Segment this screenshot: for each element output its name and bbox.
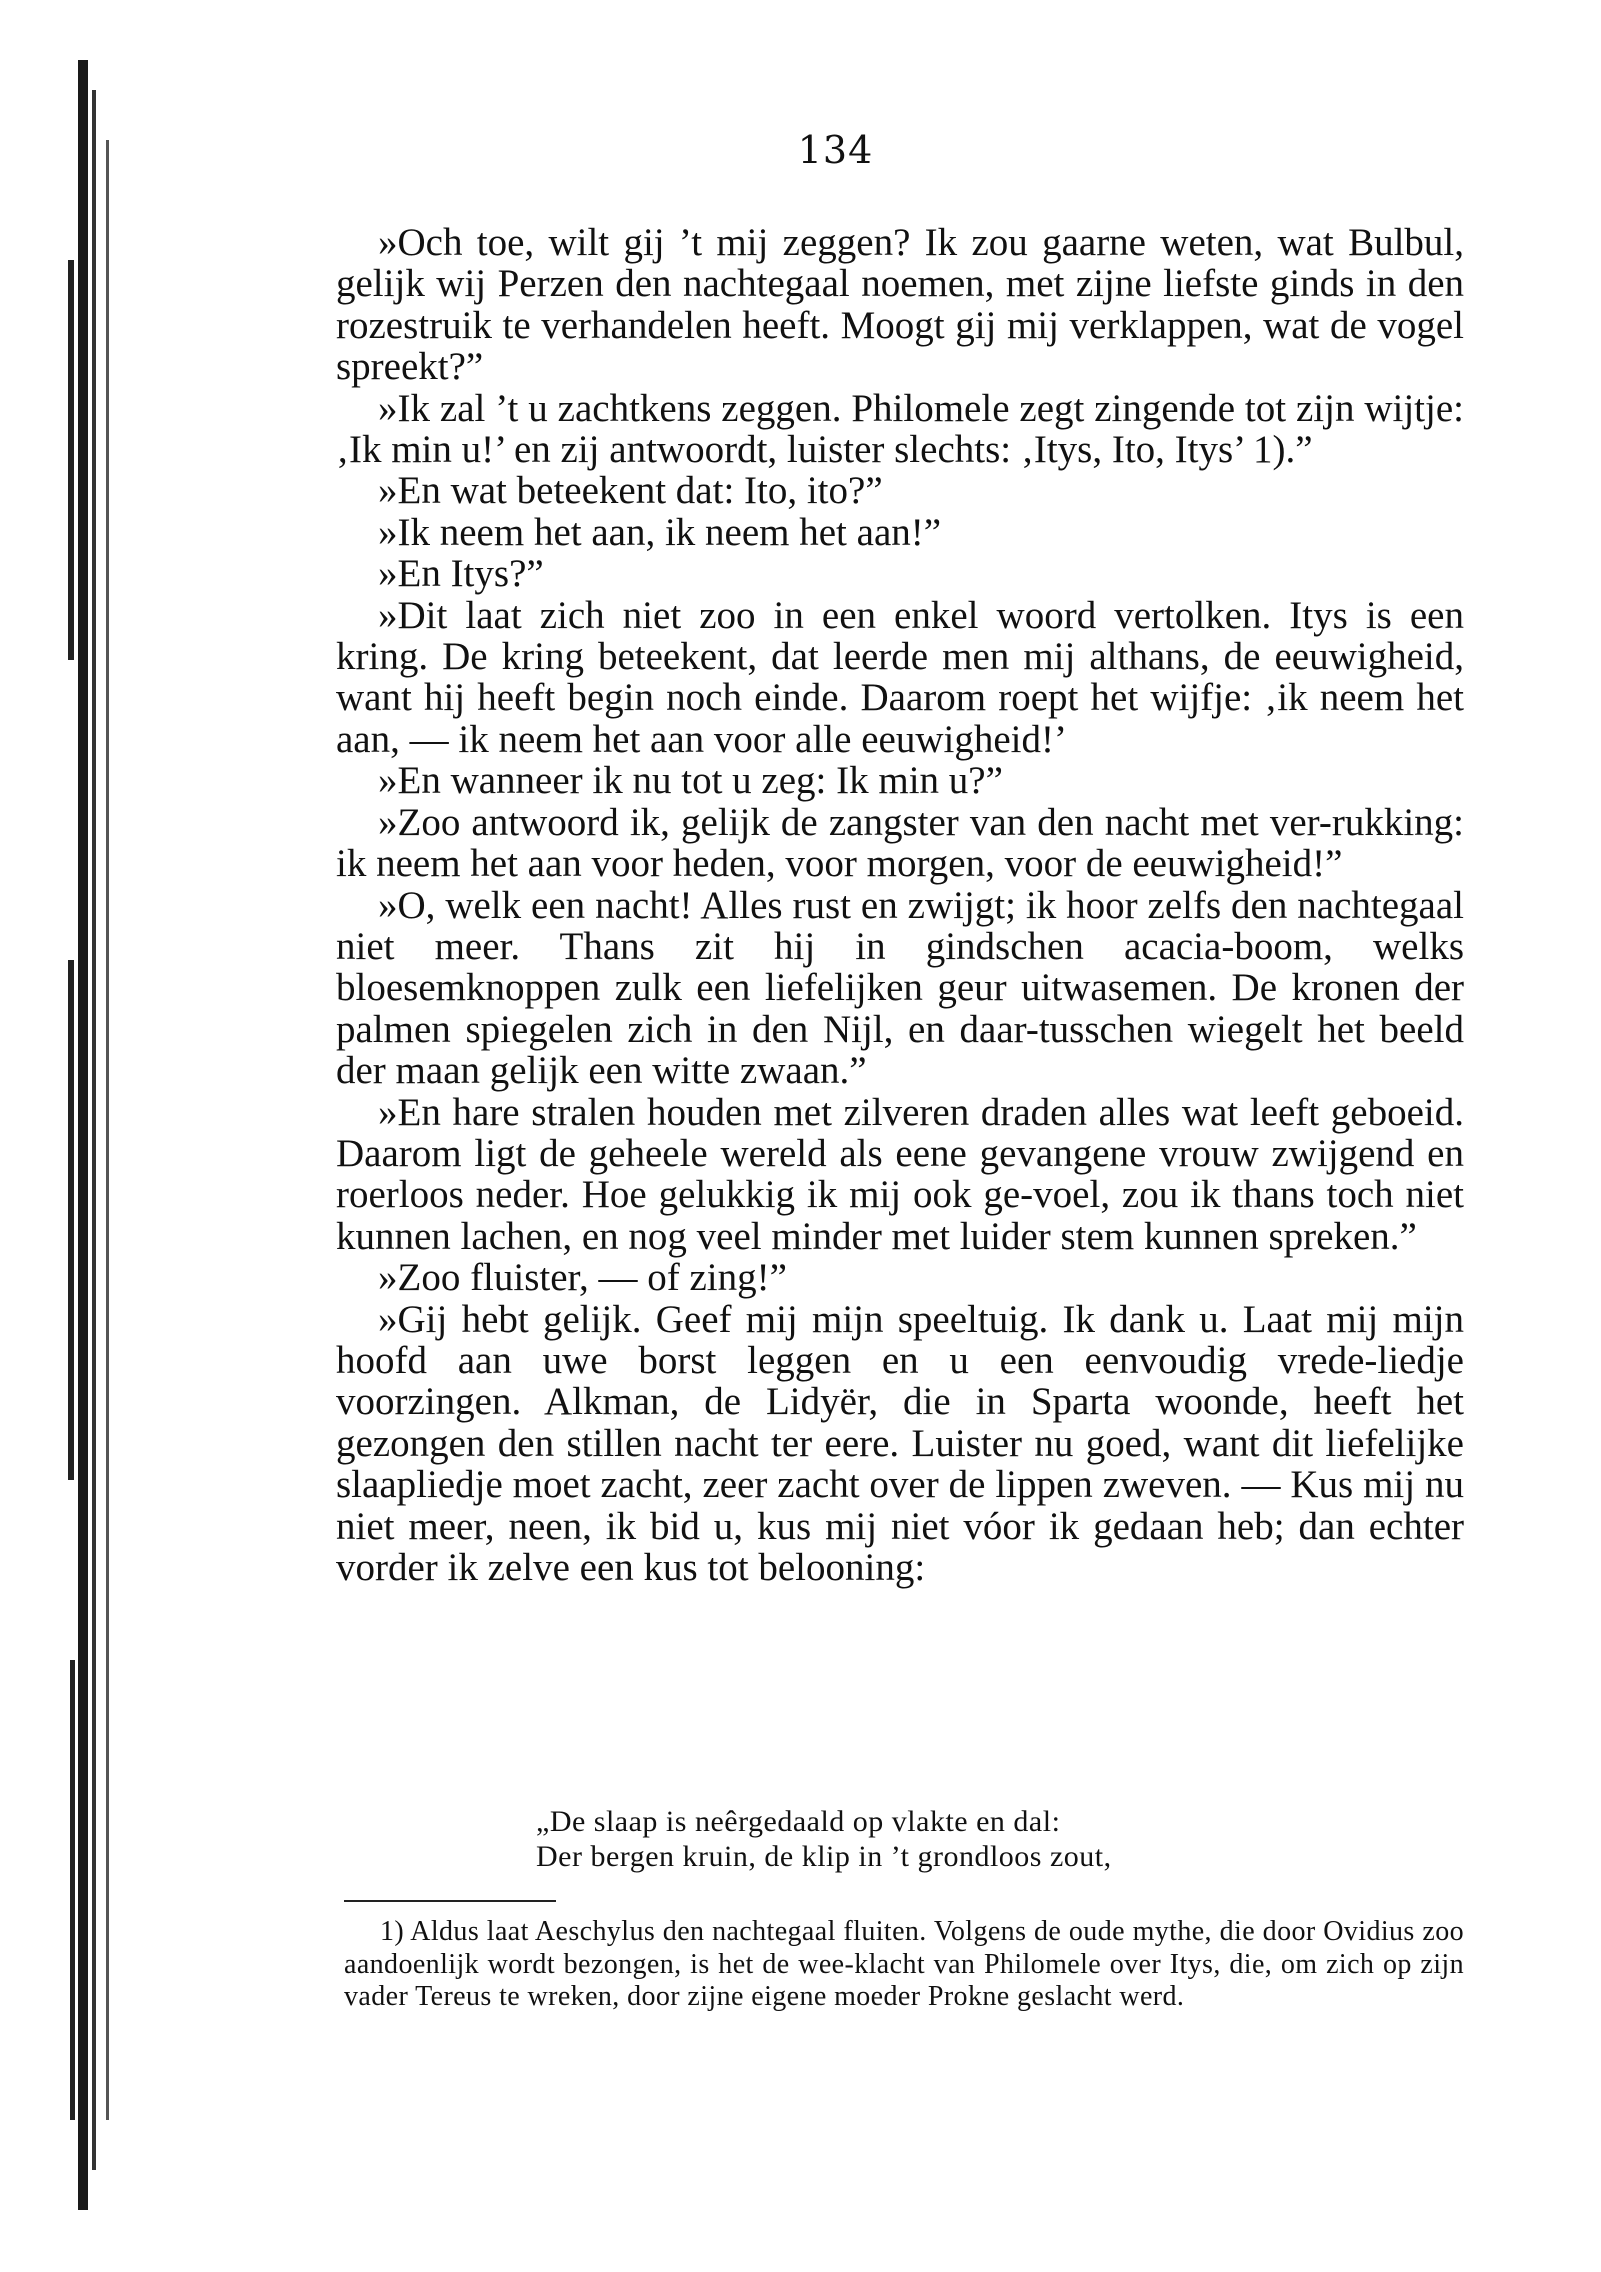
binding-thin-strip <box>92 90 96 2170</box>
paragraph: »Gij hebt gelijk. Geef mij mijn speeltuig. Ik dank u. Laat mij mijn hoofd aan uwe borst leggen en u een eenvoudig vrede-liedje voorzingen. Alkman, de Lidyër, die in Sparta woonde, heeft het gezongen den stillen nacht ter eere. Luister nu goed, want dit liefelijke slaapliedje moet zacht, zeer zacht over de lippen zweven. — Kus mij nu niet meer, neen, ik bid u, kus mij niet vóor ik gedaan heb; dan echter vorder ik zelve een kus tot belooning: <box>336 1297 1464 1589</box>
verse-quote <box>536 1804 1112 1874</box>
paragraph: »Ik neem het aan, ik neem het aan!” <box>378 510 942 554</box>
binding-fragment-3 <box>70 1660 75 2120</box>
paragraph: »En wat beteekent dat: Ito, ito?” <box>378 469 883 513</box>
footnote-divider <box>344 1900 556 1902</box>
binding-edge-shadow <box>48 60 138 2210</box>
paragraph: »Dit laat zich niet zoo in een enkel woord vertolken. Itys is een kring. De kring beteekent, dat leerde men mij althans, de eeuwigheid, want hij heeft begin noch einde. Daarom roept het wijfje: ‚ik neem het aan, — ik neem het aan voor alle eeuwigheid!’ <box>336 593 1464 761</box>
main-text <box>336 222 1464 1588</box>
paragraph: »En wanneer ik nu tot u zeg: Ik min u?” <box>378 759 1003 803</box>
verse-line: „De slaap is neêrgedaald op vlakte en dal: <box>536 1805 1061 1838</box>
verse-line: Der bergen kruin, de klip in ’t grondloos zout, <box>536 1840 1112 1873</box>
paragraph: »Och toe, wilt gij ’t mij zeggen? Ik zou gaarne weten, wat Bulbul, gelijk wij Perzen den nachtegaal noemen, met zijne liefste ginds in den rozestruik te verhandelen heeft. Moogt gij mij verklappen, wat de vogel spreekt?” <box>336 221 1464 389</box>
binding-faint-strip <box>106 140 109 2120</box>
page-number: 134 <box>797 128 874 172</box>
paragraph: »Ik zal ’t u zachtkens zeggen. Philomele zegt zingende tot zijn wijtje: ‚Ik min u!’ en zij antwoordt, luister slechts: ‚Itys, Ito, Itys’ 1).” <box>336 386 1464 472</box>
paragraph: »O, welk een nacht! Alles rust en zwijgt; ik hoor zelfs den nachtegaal niet meer. Thans zit hij in gindschen acacia-boom, welks bloesemknoppen zulk een liefelijken geur uitwasemen. De kronen der palmen spiegelen zich in den Nijl, en daar-tusschen wiegelt het beeld der maan gelijk een witte zwaan.” <box>336 883 1464 1093</box>
footnote: 1) Aldus laat Aeschylus den nachtegaal fluiten. Volgens de oude mythe, die door Ovidius zoo aandoenlijk wordt bezongen, is het de wee-klacht van Philomele over Itys, die, om zich op zijn vader Tereus te wreken, door zijne eigene moeder Prokne geslacht werd. <box>344 1916 1464 2012</box>
paragraph: »En Itys?” <box>378 552 544 596</box>
paragraph: »Zoo antwoord ik, gelijk de zangster van den nacht met ver-rukking: ik neem het aan voor heden, voor morgen, voor de eeuwigheid!” <box>336 800 1464 886</box>
paragraph: »Zoo fluister, — of zing!” <box>378 1256 787 1300</box>
binding-dark-strip <box>78 60 88 2210</box>
binding-fragment-1 <box>68 260 74 660</box>
binding-fragment-2 <box>68 960 74 1480</box>
paragraph: »En hare stralen houden met zilveren draden alles wat leeft geboeid. Daarom ligt de geheele wereld als eene gevangene vrouw zwijgend en roerloos neder. Hoe gelukkig ik mij ook ge-voel, zou ik thans toch niet kunnen lachen, en nog veel minder met luider stem kunnen spreken.” <box>336 1090 1464 1258</box>
